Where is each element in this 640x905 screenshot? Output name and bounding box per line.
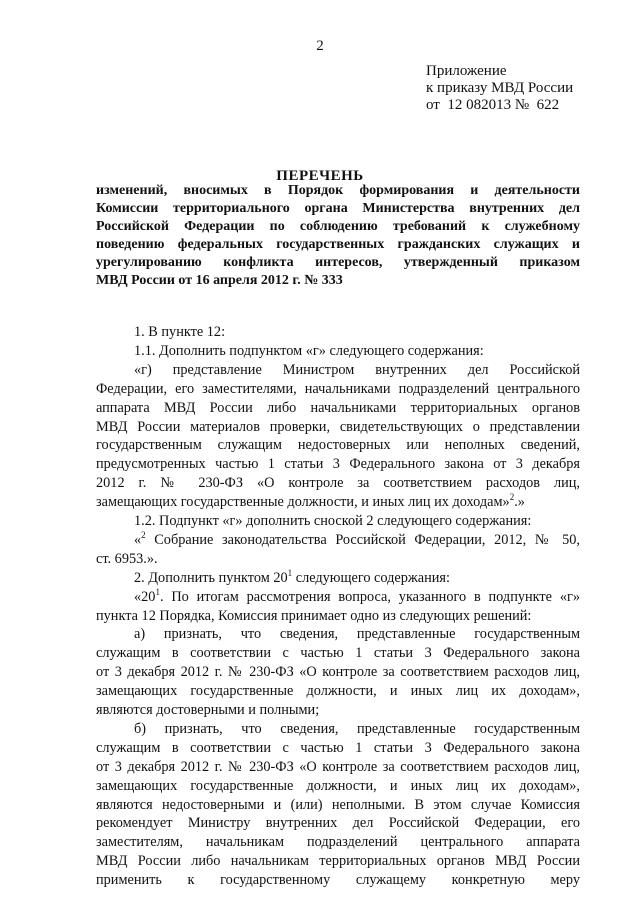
text-line-content: заместителям, начальникам подразделений центрального аппарата	[96, 834, 580, 851]
text-line-content: «г) представление Министром внутренних дел Российской	[134, 361, 580, 378]
subtitle-line: МВД России от 16 апреля 2012 г. № 333	[96, 273, 343, 288]
text-line-continuation: . По итогам рассмотрения вопроса, указанного в подпункте «г»	[159, 588, 580, 605]
footnote-marker: 2	[141, 529, 146, 540]
text-line	[96, 644, 580, 662]
text-line	[96, 380, 580, 398]
text-line	[134, 361, 580, 379]
text-line-content: замещающих государственные должности, и иных лиц их доходам»,	[96, 683, 580, 700]
text-line	[134, 720, 580, 738]
text-line-content: 2012 г. № 230-ФЗ «О контроле за соответствием расходов лиц,	[96, 475, 580, 492]
text-line	[96, 663, 580, 681]
text-line-content: замещающих государственные должности, и иных лиц их доходам»	[96, 494, 510, 511]
text-line-content: а) признать, что сведения, представленные государственным	[134, 626, 580, 643]
appendix-line-3: от 12 082013 № 622	[426, 97, 560, 113]
text-line-content: предусмотренных частью 1 статьи 3 Федерального закона от 3 декабря	[96, 456, 580, 473]
text-line-content: служащим в соответствии с частью 1 статьи 3 Федерального закона	[96, 739, 580, 756]
text-line	[96, 607, 580, 625]
text-line-content: МВД России либо начальникам территориальных органов МВД России	[96, 853, 580, 870]
text-line-content: ст. 6953.».	[96, 550, 158, 567]
appendix-line-1: Приложение	[426, 63, 507, 79]
text-line-content: служащим в соответствии с частью 1 статьи 3 Федерального закона	[96, 645, 580, 662]
text-line	[96, 399, 580, 417]
text-line-content: МВД России материалов проверки, свидетельствующих о представлении	[96, 418, 580, 435]
text-line-content: применить к государственному служащему конкретную меру	[96, 872, 580, 889]
subtitle-line: Комиссии территориального органа Министерства внутренних дел	[96, 201, 580, 216]
appendix-header	[426, 63, 573, 114]
subtitle-line: Российской Федерации по соблюдению требований к служебному	[96, 219, 580, 234]
subtitle-line: изменений, вносимых в Порядок формирования и деятельности	[96, 183, 580, 198]
text-line	[134, 569, 580, 587]
appendix-line-2: к приказу МВД России	[426, 80, 574, 96]
text-line-content: являются недостоверными и (или) неполными. В этом случае Комиссия	[96, 796, 580, 813]
text-line	[134, 342, 580, 360]
text-line-content: 1. В пункте 12:	[134, 324, 226, 340]
text-line	[96, 871, 580, 889]
text-line-content: замещающих государственные должности, и иных лиц их доходам»,	[96, 777, 580, 794]
text-line	[96, 777, 580, 795]
text-line-content: Федерации, его заместителями, начальниками подразделений центрального	[96, 380, 580, 397]
text-line	[96, 550, 580, 568]
text-line-content: аппарата МВД России либо начальниками территориальных органов	[96, 399, 580, 416]
text-line	[96, 474, 580, 492]
text-line	[134, 625, 580, 643]
document-title: ПЕРЕЧЕНЬ	[276, 168, 364, 184]
text-line	[96, 418, 580, 436]
footnote-marker: 1	[155, 586, 160, 597]
text-line-content: 1.1. Дополнить подпунктом «г» следующего содержания:	[134, 342, 484, 359]
document-subtitle	[96, 182, 580, 290]
text-line	[96, 701, 580, 719]
text-line	[96, 455, 580, 473]
text-line-content: от 3 декабря 2012 г. № 230-ФЗ «О контроле за соответствием расходов лиц,	[96, 664, 580, 681]
text-line	[96, 682, 580, 700]
text-line-continuation: .»	[514, 494, 525, 511]
text-line-content: 2. Дополнить пунктом 20	[134, 569, 288, 586]
text-line	[96, 796, 580, 814]
footnote-marker: 1	[287, 567, 293, 578]
text-line	[96, 493, 580, 511]
text-line-content: от 3 декабря 2012 г. № 230-ФЗ «О контроле за соответствием расходов лиц,	[96, 758, 580, 775]
text-line	[96, 739, 580, 757]
text-line	[134, 531, 580, 549]
page-number: 2	[316, 38, 324, 54]
footnote-marker: 2	[509, 492, 515, 503]
text-line	[134, 323, 580, 341]
subtitle-line: поведению федеральных государственных гражданских служащих и	[96, 237, 580, 252]
text-line-continuation: следующего содержания:	[292, 569, 450, 586]
text-line	[96, 852, 580, 870]
text-line-content: 1.2. Подпункт «г» дополнить сноской 2 следующего содержания:	[134, 513, 532, 529]
text-line	[96, 436, 580, 454]
text-line-content: рекомендует Министру внутренних дел Российской Федерации, его	[96, 815, 580, 832]
text-line	[96, 814, 580, 832]
text-line-continuation: Собрание законодательства Российской Федерации, 2012, № 50,	[145, 531, 580, 548]
text-line	[134, 512, 580, 530]
text-line-content: пункта 12 Порядка, Комиссия принимает одно из следующих решений:	[96, 607, 532, 624]
text-line-content: «20	[134, 588, 156, 605]
text-line	[96, 758, 580, 776]
text-line-content: «	[134, 531, 142, 548]
text-line-content: являются достоверными и полными;	[96, 702, 320, 718]
text-line	[134, 588, 580, 606]
text-line-content: б) признать, что сведения, представленные государственным	[134, 720, 580, 737]
text-line-content: государственным служащим недостоверных или неполных сведений,	[96, 437, 580, 454]
subtitle-line: урегулированию конфликта интересов, утвержденный приказом	[96, 255, 580, 270]
text-line	[96, 833, 580, 851]
